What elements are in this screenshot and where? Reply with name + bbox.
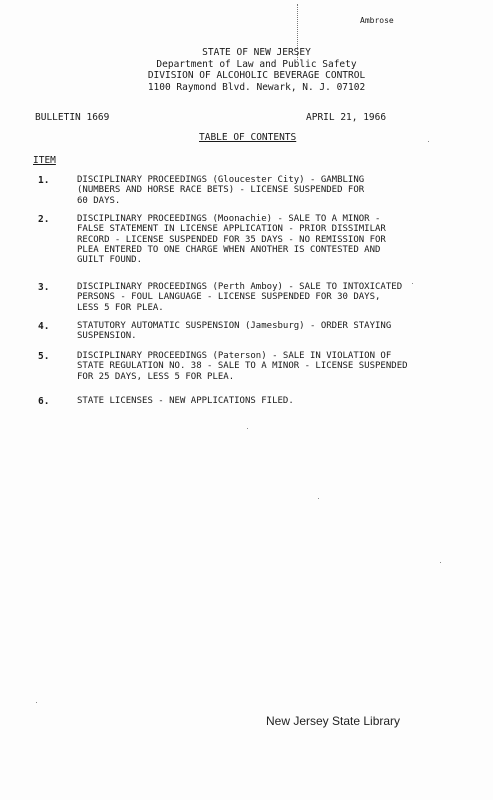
scan-speck: [440, 562, 441, 563]
library-stamp: New Jersey State Library: [266, 714, 401, 728]
bulletin-number: BULLETIN 1669: [35, 112, 110, 123]
toc-item-text: DISCIPLINARY PROCEEDINGS (Moonachie) - SALE TO A MINOR - FALSE STATEMENT IN LICENSE APPLICATION - PRIOR DISSIMILAR RECORD - LICENSE SUSPENDED FOR 35 DAYS - NO REMISSION FOR PLEA ENTERED TO ONE CHARGE WHEN ANOTHER IS CONTESTED AND GUILT FOUND.: [77, 214, 386, 266]
toc-item-number: 4.: [38, 321, 50, 332]
scan-speck: [318, 498, 319, 499]
toc-title: TABLE OF CONTENTS: [199, 132, 297, 143]
toc-item-number: 6.: [38, 396, 50, 407]
scan-speck: [36, 702, 37, 703]
letterhead-department: Department of Law and Public Safety: [156, 58, 357, 70]
scan-speck: [247, 428, 248, 429]
toc-item-text: STATE LICENSES - NEW APPLICATIONS FILED.: [77, 396, 294, 406]
toc-item-text: STATUTORY AUTOMATIC SUSPENSION (Jamesburg) - ORDER STAYING SUSPENSION.: [77, 321, 392, 342]
toc-item-number: 1.: [38, 175, 50, 186]
letterhead-address: 1100 Raymond Blvd. Newark, N. J. 07102: [147, 81, 366, 93]
scan-speck: [428, 141, 429, 142]
item-column-heading: ITEM: [33, 155, 56, 166]
toc-item-number: 5.: [38, 351, 50, 362]
toc-item-text: DISCIPLINARY PROCEEDINGS (Paterson) - SALE IN VIOLATION OF STATE REGULATION NO. 38 - SALE TO A MINOR - LICENSE SUSPENDED FOR 25 DAYS, LESS 5 FOR PLEA.: [77, 351, 408, 382]
toc-item-text: DISCIPLINARY PROCEEDINGS (Gloucester City) - GAMBLING (NUMBERS AND HORSE RACE BETS) - LICENSE SUSPENDED FOR 60 DAYS.: [77, 175, 365, 206]
toc-item-number: 3.: [38, 282, 50, 293]
letterhead-state: STATE OF NEW JERSEY: [202, 47, 311, 58]
letterhead: [0, 47, 493, 93]
toc-item-text: DISCIPLINARY PROCEEDINGS (Perth Amboy) - SALE TO INTOXICATED PERSONS - FOUL LANGUAGE - LICENSE SUSPENDED FOR 30 DAYS, LESS 5 FOR PLEA.: [77, 282, 403, 313]
corner-name: Ambrose: [360, 16, 394, 25]
bulletin-date: APRIL 21, 1966: [306, 112, 387, 123]
toc-item-number: 2.: [38, 214, 50, 225]
scan-speck: [412, 283, 413, 284]
letterhead-division: DIVISION OF ALCOHOLIC BEVERAGE CONTROL: [147, 70, 366, 81]
